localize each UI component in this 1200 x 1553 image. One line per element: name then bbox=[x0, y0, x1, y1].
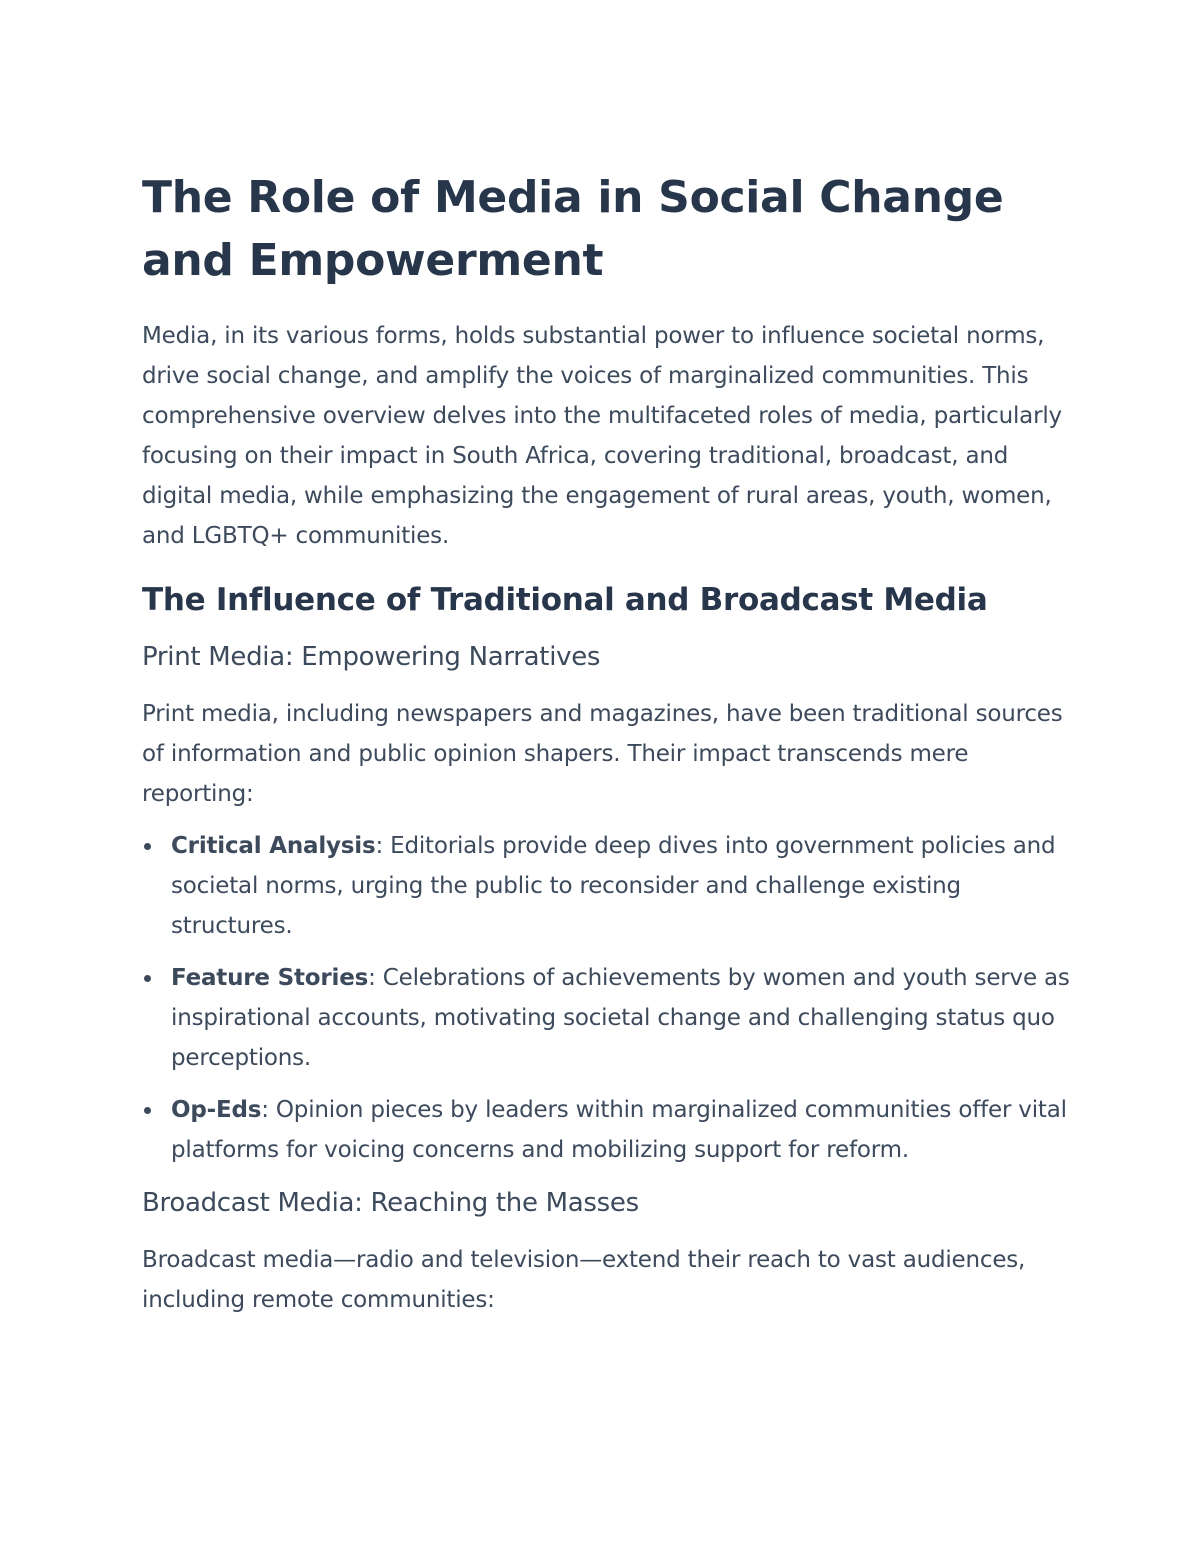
broadcast-media-heading: Broadcast Media: Reaching the Masses bbox=[142, 1188, 639, 1218]
bullet-item-critical-analysis bbox=[142, 826, 1072, 946]
section-heading: The Influence of Traditional and Broadcast Media bbox=[142, 582, 988, 618]
document-title: The Role of Media in Social Change and Empowerment bbox=[142, 172, 1004, 286]
print-media-heading: Print Media: Empowering Narratives bbox=[142, 642, 601, 672]
bullet-term: Op-Eds bbox=[171, 1097, 262, 1123]
intro-paragraph: Media, in its various forms, holds substantial power to influence societal norms, drive social change, and amplify the voices of marginalized communities. This comprehensive overview delves into the multifaceted roles of media, particularly focusing on their impact in South Africa, covering traditional, broadcast, and digital media, while emphasizing the engagement of rural areas, youth, women, and LGBTQ+ communities. bbox=[142, 323, 1062, 549]
document-page bbox=[142, 166, 1072, 1320]
bullet-text: : Opinion pieces by leaders within marginalized communities offer vital platforms for voicing concerns and mobilizing support for reform. bbox=[171, 1097, 1067, 1163]
print-media-paragraph: Print media, including newspapers and magazines, have been traditional sources of information and public opinion shapers. Their impact transcends mere reporting: bbox=[142, 701, 1063, 807]
bullet-item-feature-stories bbox=[142, 958, 1072, 1078]
broadcast-media-paragraph: Broadcast media—radio and television—extend their reach to vast audiences, including remote communities: bbox=[142, 1247, 1026, 1313]
bullet-term: Critical Analysis bbox=[171, 833, 376, 859]
bullet-dot-icon bbox=[144, 1107, 151, 1114]
bullet-text: : Editorials provide deep dives into government policies and societal norms, urging the public to reconsider and challenge existing structures. bbox=[171, 833, 1056, 939]
bullet-dot-icon bbox=[144, 975, 151, 982]
bullet-item-op-eds bbox=[142, 1090, 1072, 1170]
bullet-term: Feature Stories bbox=[171, 965, 369, 991]
bullet-dot-icon bbox=[144, 843, 151, 850]
print-media-bullet-list bbox=[142, 826, 1072, 1170]
bullet-text: : Celebrations of achievements by women and youth serve as inspirational accounts, motivating societal change and challenging status quo perceptions. bbox=[171, 965, 1070, 1071]
